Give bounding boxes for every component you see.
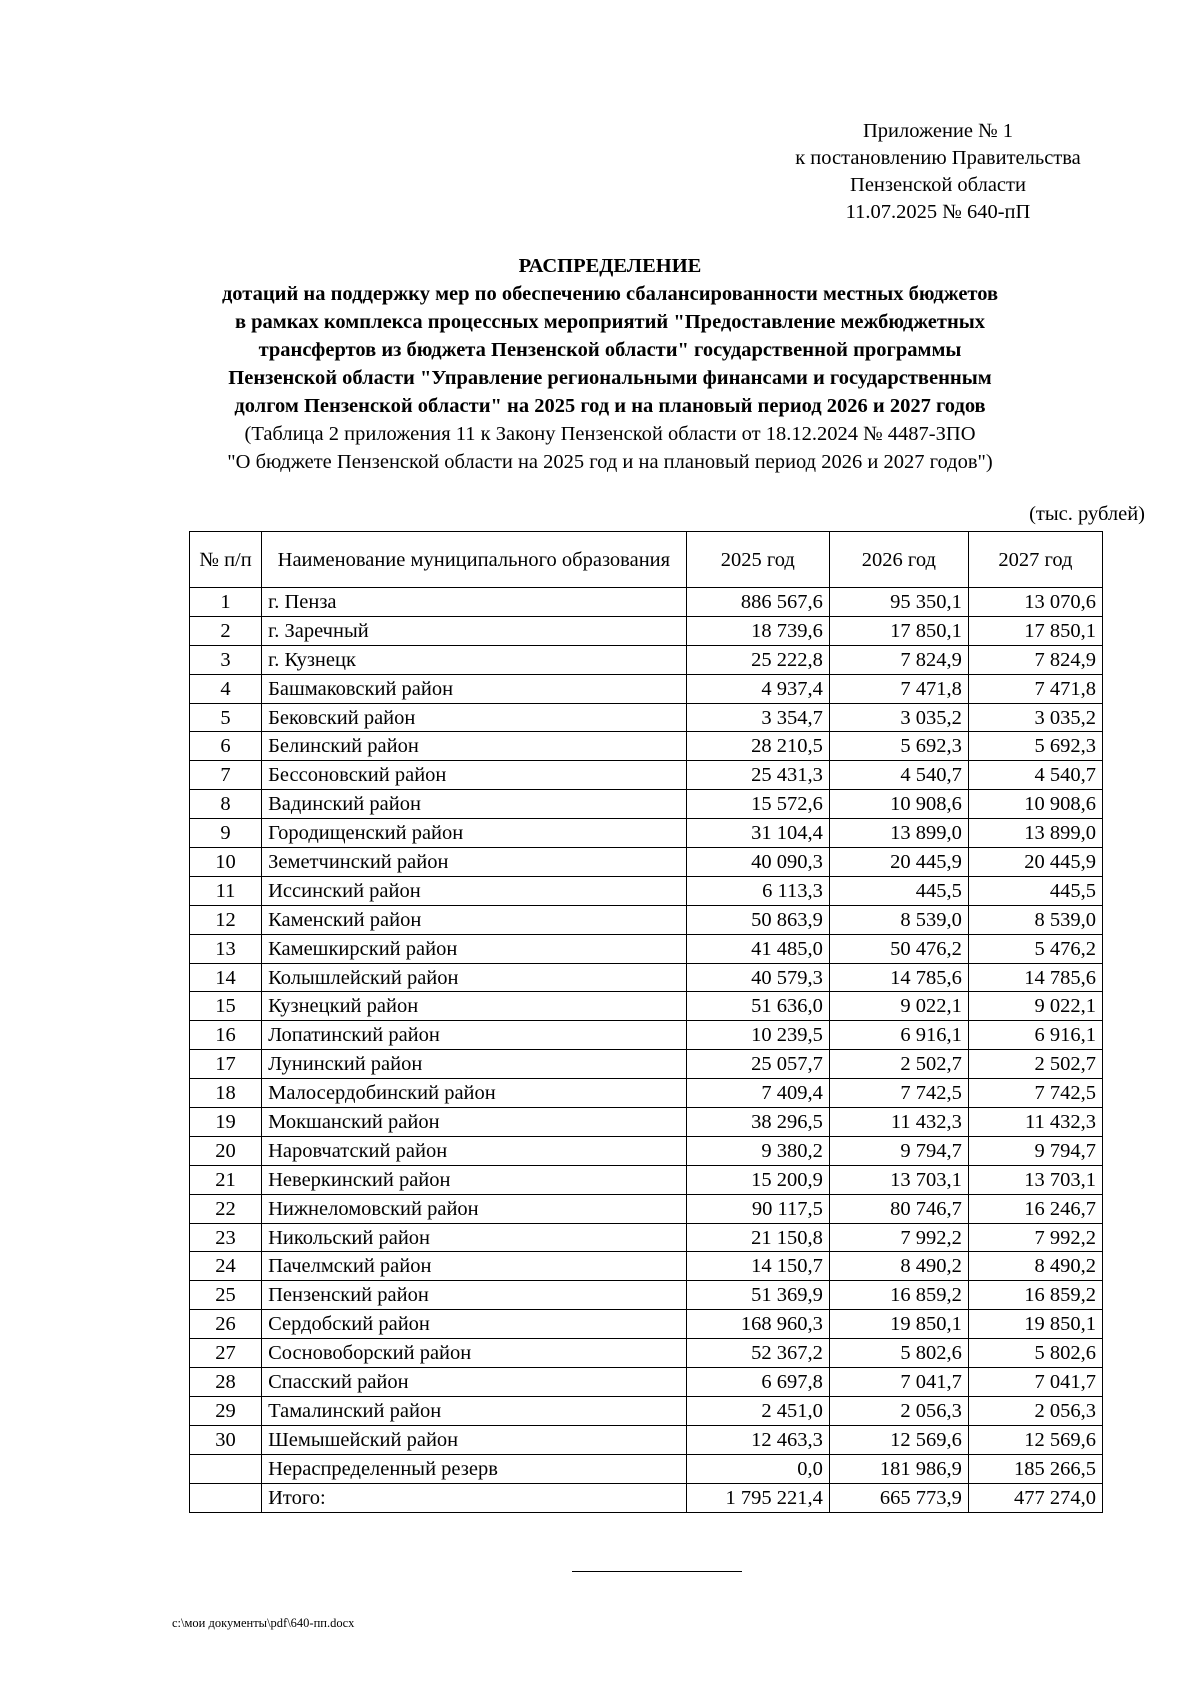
cell-2025: 50 863,9 — [686, 905, 829, 934]
cell-2026: 11 432,3 — [829, 1108, 968, 1137]
cell-num: 16 — [190, 1021, 262, 1050]
cell-2026: 5 802,6 — [829, 1339, 968, 1368]
cell-name: Пачелмский район — [262, 1252, 687, 1281]
cell-name: Никольский район — [262, 1223, 687, 1252]
cell-2025: 4 937,4 — [686, 674, 829, 703]
cell-name: г. Пенза — [262, 588, 687, 617]
cell-name: Городищенский район — [262, 819, 687, 848]
cell-2027: 10 908,6 — [968, 790, 1102, 819]
cell-num: 8 — [190, 790, 262, 819]
cell-2026: 14 785,6 — [829, 963, 968, 992]
table-row — [190, 1108, 1103, 1137]
cell-num: 5 — [190, 703, 262, 732]
cell-2027: 17 850,1 — [968, 616, 1102, 645]
cell-num: 28 — [190, 1368, 262, 1397]
cell-2025: 38 296,5 — [686, 1108, 829, 1137]
cell-2027: 7 041,7 — [968, 1368, 1102, 1397]
table-row — [190, 1396, 1103, 1425]
table-row — [190, 674, 1103, 703]
cell-num: 9 — [190, 819, 262, 848]
header-2027: 2027 год — [968, 532, 1102, 588]
cell-2025: 886 567,6 — [686, 588, 829, 617]
table-row — [190, 1223, 1103, 1252]
appendix-date-number: 11.07.2025 № 640-пП — [845, 201, 1031, 223]
cell-2026: 16 859,2 — [829, 1281, 968, 1310]
header-num: № п/п — [190, 532, 262, 588]
cell-2026: 5 692,3 — [829, 732, 968, 761]
table-row — [190, 1310, 1103, 1339]
table-row — [190, 1454, 1103, 1483]
table-row — [190, 1050, 1103, 1079]
cell-name: Белинский район — [262, 732, 687, 761]
table-row — [190, 963, 1103, 992]
heading-line: в рамках комплекса процессных мероприятий "Предоставление межбюджетных — [234, 311, 986, 333]
cell-2027: 8 490,2 — [968, 1252, 1102, 1281]
table-row — [190, 905, 1103, 934]
cell-2025: 14 150,7 — [686, 1252, 829, 1281]
cell-2025: 15 572,6 — [686, 790, 829, 819]
cell-2027: 445,5 — [968, 876, 1102, 905]
cell-num: 27 — [190, 1339, 262, 1368]
table-row — [190, 1021, 1103, 1050]
cell-2027: 14 785,6 — [968, 963, 1102, 992]
cell-2027: 19 850,1 — [968, 1310, 1102, 1339]
cell-2027: 4 540,7 — [968, 761, 1102, 790]
cell-num: 20 — [190, 1136, 262, 1165]
cell-2025: 6 697,8 — [686, 1368, 829, 1397]
table-row — [190, 876, 1103, 905]
cell-num: 22 — [190, 1194, 262, 1223]
table-row — [190, 934, 1103, 963]
cell-2027: 13 703,1 — [968, 1165, 1102, 1194]
cell-2026: 8 490,2 — [829, 1252, 968, 1281]
cell-2027: 6 916,1 — [968, 1021, 1102, 1050]
file-path: c:\мои документы\pdf\640-пп.docx — [172, 1616, 355, 1630]
cell-2026: 3 035,2 — [829, 703, 968, 732]
table-row — [190, 1194, 1103, 1223]
cell-2026: 445,5 — [829, 876, 968, 905]
table-row — [190, 1425, 1103, 1454]
table-row — [190, 1136, 1103, 1165]
cell-2025: 31 104,4 — [686, 819, 829, 848]
table-row — [190, 588, 1103, 617]
cell-2026: 7 824,9 — [829, 645, 968, 674]
cell-2025: 51 369,9 — [686, 1281, 829, 1310]
cell-num: 6 — [190, 732, 262, 761]
cell-2027: 8 539,0 — [968, 905, 1102, 934]
cell-2027: 5 476,2 — [968, 934, 1102, 963]
cell-2026: 6 916,1 — [829, 1021, 968, 1050]
cell-name: Малосердобинский район — [262, 1079, 687, 1108]
cell-2025: 41 485,0 — [686, 934, 829, 963]
table-row — [190, 790, 1103, 819]
cell-name: г. Заречный — [262, 616, 687, 645]
cell-2026: 13 703,1 — [829, 1165, 968, 1194]
table-body — [190, 588, 1103, 1513]
cell-2027: 7 824,9 — [968, 645, 1102, 674]
cell-name: Бековский район — [262, 703, 687, 732]
cell-2025: 90 117,5 — [686, 1194, 829, 1223]
cell-num: 21 — [190, 1165, 262, 1194]
cell-2027: 2 502,7 — [968, 1050, 1102, 1079]
cell-num: 18 — [190, 1079, 262, 1108]
cell-num: 2 — [190, 616, 262, 645]
cell-num: 12 — [190, 905, 262, 934]
cell-2025: 25 431,3 — [686, 761, 829, 790]
cell-2027: 16 246,7 — [968, 1194, 1102, 1223]
cell-2025: 7 409,4 — [686, 1079, 829, 1108]
cell-2026: 17 850,1 — [829, 616, 968, 645]
cell-2025: 2 451,0 — [686, 1396, 829, 1425]
cell-2025: 1 795 221,4 — [686, 1483, 829, 1512]
header-2025: 2025 год — [686, 532, 829, 588]
heading-line: трансфертов из бюджета Пензенской области" государственной программы — [258, 339, 962, 361]
cell-2026: 13 899,0 — [829, 819, 968, 848]
cell-2027: 13 070,6 — [968, 588, 1102, 617]
cell-name: Иссинский район — [262, 876, 687, 905]
table-row — [190, 1281, 1103, 1310]
cell-2025: 40 090,3 — [686, 848, 829, 877]
appendix-block — [748, 118, 1128, 226]
cell-num: 4 — [190, 674, 262, 703]
cell-2027: 9 794,7 — [968, 1136, 1102, 1165]
table-row — [190, 761, 1103, 790]
cell-2027: 7 992,2 — [968, 1223, 1102, 1252]
appendix-reference: к постановлению Правительства — [795, 147, 1081, 169]
cell-num: 13 — [190, 934, 262, 963]
cell-2025: 25 057,7 — [686, 1050, 829, 1079]
table-row — [190, 819, 1103, 848]
heading-line: Пензенской области "Управление региональными финансами и государственным — [228, 367, 992, 389]
cell-2026: 665 773,9 — [829, 1483, 968, 1512]
cell-num: 19 — [190, 1108, 262, 1137]
cell-num: 29 — [190, 1396, 262, 1425]
cell-num — [190, 1483, 262, 1512]
cell-2026: 80 746,7 — [829, 1194, 968, 1223]
cell-name: Сосновоборский район — [262, 1339, 687, 1368]
appendix-region: Пензенской области — [850, 174, 1026, 196]
table-row — [190, 1165, 1103, 1194]
cell-2025: 15 200,9 — [686, 1165, 829, 1194]
table-row — [190, 1079, 1103, 1108]
cell-2025: 12 463,3 — [686, 1425, 829, 1454]
cell-num: 23 — [190, 1223, 262, 1252]
cell-2025: 51 636,0 — [686, 992, 829, 1021]
cell-2025: 52 367,2 — [686, 1339, 829, 1368]
cell-2027: 185 266,5 — [968, 1454, 1102, 1483]
cell-name: Наровчатский район — [262, 1136, 687, 1165]
cell-num: 15 — [190, 992, 262, 1021]
table-row — [190, 732, 1103, 761]
cell-2027: 20 445,9 — [968, 848, 1102, 877]
cell-2027: 7 471,8 — [968, 674, 1102, 703]
cell-2027: 5 802,6 — [968, 1339, 1102, 1368]
units-label: (тыс. рублей) — [1029, 503, 1145, 525]
table-row — [190, 645, 1103, 674]
cell-2025: 3 354,7 — [686, 703, 829, 732]
cell-num: 3 — [190, 645, 262, 674]
cell-2025: 168 960,3 — [686, 1310, 829, 1339]
cell-2025: 9 380,2 — [686, 1136, 829, 1165]
cell-2026: 7 471,8 — [829, 674, 968, 703]
cell-name: Спасский район — [262, 1368, 687, 1397]
cell-2026: 7 992,2 — [829, 1223, 968, 1252]
cell-2026: 50 476,2 — [829, 934, 968, 963]
table-row — [190, 992, 1103, 1021]
header-name: Наименование муниципального образования — [262, 532, 687, 588]
table-row — [190, 1252, 1103, 1281]
cell-2026: 9 794,7 — [829, 1136, 968, 1165]
cell-name: Сердобский район — [262, 1310, 687, 1339]
cell-num: 7 — [190, 761, 262, 790]
cell-name: Нижнеломовский район — [262, 1194, 687, 1223]
cell-2026: 20 445,9 — [829, 848, 968, 877]
cell-2026: 181 986,9 — [829, 1454, 968, 1483]
cell-2025: 10 239,5 — [686, 1021, 829, 1050]
cell-2026: 8 539,0 — [829, 905, 968, 934]
cell-name: Пензенский район — [262, 1281, 687, 1310]
cell-2027: 5 692,3 — [968, 732, 1102, 761]
cell-2027: 3 035,2 — [968, 703, 1102, 732]
cell-2027: 2 056,3 — [968, 1396, 1102, 1425]
cell-name: Мокшанский район — [262, 1108, 687, 1137]
cell-name: Башмаковский район — [262, 674, 687, 703]
cell-2026: 12 569,6 — [829, 1425, 968, 1454]
appendix-number: Приложение № 1 — [862, 120, 1014, 142]
cell-2025: 18 739,6 — [686, 616, 829, 645]
cell-2026: 2 056,3 — [829, 1396, 968, 1425]
cell-name: Лопатинский район — [262, 1021, 687, 1050]
cell-name: Колышлейский район — [262, 963, 687, 992]
cell-num: 30 — [190, 1425, 262, 1454]
table-row — [190, 1339, 1103, 1368]
heading-source-line: "О бюджете Пензенской области на 2025 год и на плановый период 2026 и 2027 годов") — [227, 451, 993, 473]
cell-num: 11 — [190, 876, 262, 905]
cell-num: 26 — [190, 1310, 262, 1339]
document-title: РАСПРЕДЕЛЕНИЕ — [518, 255, 702, 277]
cell-num: 10 — [190, 848, 262, 877]
cell-name: Итого: — [262, 1483, 687, 1512]
cell-2026: 2 502,7 — [829, 1050, 968, 1079]
cell-2027: 16 859,2 — [968, 1281, 1102, 1310]
cell-2026: 19 850,1 — [829, 1310, 968, 1339]
cell-2025: 25 222,8 — [686, 645, 829, 674]
cell-name: Каменский район — [262, 905, 687, 934]
cell-name: Шемышейский район — [262, 1425, 687, 1454]
cell-name: Бессоновский район — [262, 761, 687, 790]
cell-2027: 11 432,3 — [968, 1108, 1102, 1137]
cell-name: Тамалинский район — [262, 1396, 687, 1425]
cell-2025: 6 113,3 — [686, 876, 829, 905]
heading-line: дотаций на поддержку мер по обеспечению сбалансированности местных бюджетов — [221, 283, 999, 305]
cell-num: 1 — [190, 588, 262, 617]
table-row — [190, 1483, 1103, 1512]
cell-2026: 10 908,6 — [829, 790, 968, 819]
table-row — [190, 616, 1103, 645]
cell-2026: 7 041,7 — [829, 1368, 968, 1397]
cell-2026: 9 022,1 — [829, 992, 968, 1021]
cell-2026: 95 350,1 — [829, 588, 968, 617]
cell-num: 17 — [190, 1050, 262, 1079]
cell-2027: 13 899,0 — [968, 819, 1102, 848]
end-divider — [572, 1571, 742, 1572]
cell-2025: 21 150,8 — [686, 1223, 829, 1252]
header-2026: 2026 год — [829, 532, 968, 588]
cell-2027: 477 274,0 — [968, 1483, 1102, 1512]
cell-2027: 9 022,1 — [968, 992, 1102, 1021]
distribution-table — [189, 531, 1103, 1513]
cell-name: г. Кузнецк — [262, 645, 687, 674]
cell-name: Неверкинский район — [262, 1165, 687, 1194]
cell-name: Вадинский район — [262, 790, 687, 819]
cell-2027: 12 569,6 — [968, 1425, 1102, 1454]
cell-num: 25 — [190, 1281, 262, 1310]
cell-2025: 0,0 — [686, 1454, 829, 1483]
cell-name: Камешкирский район — [262, 934, 687, 963]
cell-2025: 40 579,3 — [686, 963, 829, 992]
cell-2026: 7 742,5 — [829, 1079, 968, 1108]
cell-2026: 4 540,7 — [829, 761, 968, 790]
cell-2025: 28 210,5 — [686, 732, 829, 761]
table-row — [190, 1368, 1103, 1397]
cell-name: Земетчинский район — [262, 848, 687, 877]
document-heading — [150, 252, 1070, 476]
cell-name: Нераспределенный резерв — [262, 1454, 687, 1483]
heading-source-line: (Таблица 2 приложения 11 к Закону Пензенской области от 18.12.2024 № 4487-ЗПО — [244, 423, 976, 445]
table-row — [190, 703, 1103, 732]
heading-line: долгом Пензенской области" на 2025 год и на плановый период 2026 и 2027 годов — [234, 395, 986, 417]
table-row — [190, 848, 1103, 877]
cell-num: 24 — [190, 1252, 262, 1281]
cell-name: Лунинский район — [262, 1050, 687, 1079]
cell-num — [190, 1454, 262, 1483]
cell-2027: 7 742,5 — [968, 1079, 1102, 1108]
cell-num: 14 — [190, 963, 262, 992]
cell-name: Кузнецкий район — [262, 992, 687, 1021]
table-header-row — [190, 532, 1103, 588]
